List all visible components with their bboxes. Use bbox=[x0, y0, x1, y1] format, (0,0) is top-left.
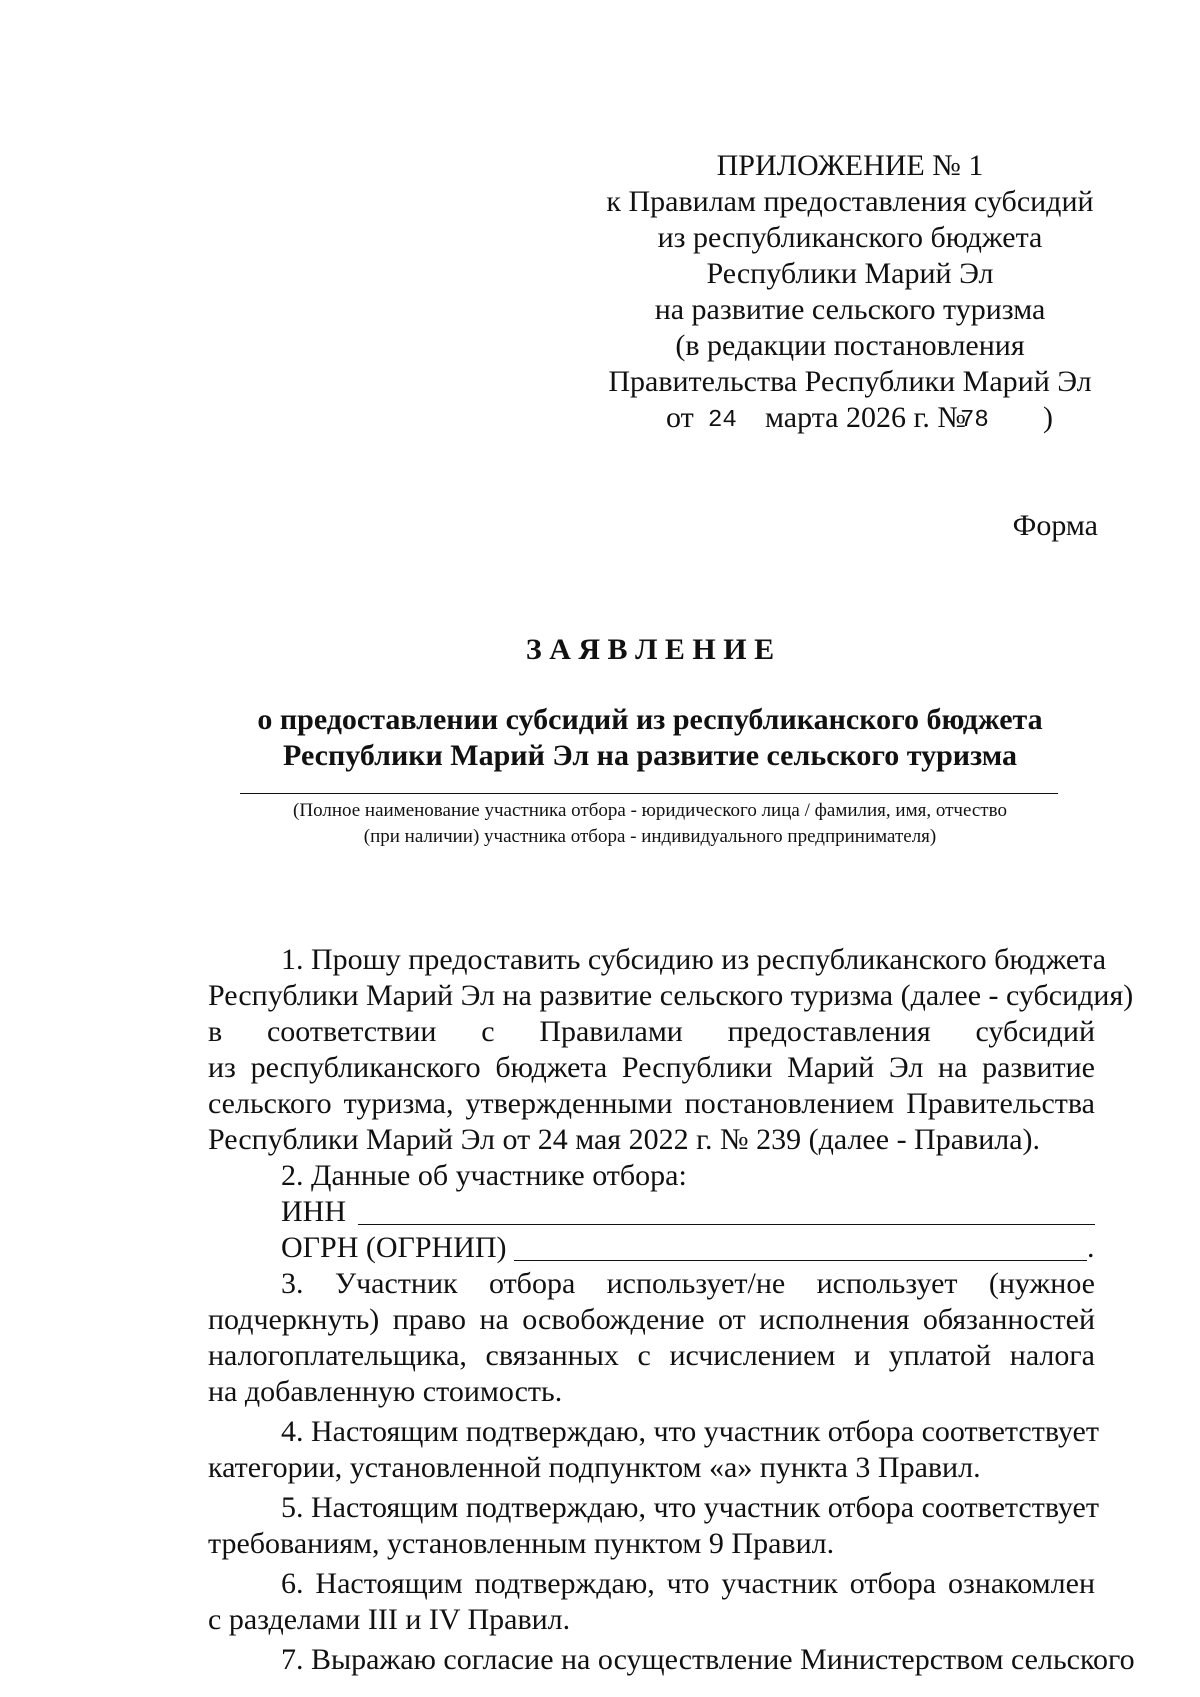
document-subtitle: о предоставлении субсидий из республиканского бюджета bbox=[257, 703, 1043, 736]
applicant-name-line[interactable] bbox=[240, 793, 1058, 794]
paragraph-1-line: из республиканского бюджета Республики Марий Эл на развитие bbox=[208, 1051, 1095, 1084]
appendix-date-close: ) bbox=[1043, 401, 1053, 434]
appendix-date-prefix: от bbox=[666, 401, 694, 434]
appendix-title: ПРИЛОЖЕНИЕ № 1 bbox=[716, 149, 984, 182]
document-title: З А Я В Л Е Н И Е bbox=[525, 633, 775, 666]
applicant-caption: (при наличии) участника отбора - индивидуального предпринимателя) bbox=[363, 826, 937, 847]
paragraph-1-line: Республики Марий Эл на развитие сельского туризма (далее - субсидия) bbox=[208, 979, 1134, 1012]
appendix-date-month: марта 2026 г. № bbox=[765, 401, 967, 434]
appendix-line: на развитие сельского туризма bbox=[654, 293, 1046, 326]
appendix-line: Республики Марий Эл bbox=[706, 257, 994, 290]
form-label: Форма bbox=[1012, 509, 1098, 542]
document-subtitle: Республики Марий Эл на развитие сельского туризма bbox=[283, 739, 1017, 772]
paragraph-1-line: 1. Прошу предоставить субсидию из республиканского бюджета bbox=[281, 943, 1107, 976]
appendix-date-day: 24 bbox=[708, 407, 737, 434]
paragraph-7-line: 7. Выражаю согласие на осуществление Министерством сельского bbox=[281, 1643, 1135, 1676]
paragraph-5-line: требованиям, установленным пунктом 9 Правил. bbox=[208, 1527, 835, 1560]
paragraph-6-line: 6. Настоящим подтверждаю, что участник отбора ознакомлен bbox=[281, 1567, 1095, 1600]
ogrn-field[interactable] bbox=[514, 1260, 1087, 1261]
paragraph-3-line: налогоплательщика, связанных с исчислением и уплатой налога bbox=[208, 1339, 1095, 1372]
paragraph-4-line: 4. Настоящим подтверждаю, что участник отбора соответствует bbox=[281, 1415, 1099, 1448]
appendix-line: из республиканского бюджета bbox=[657, 221, 1043, 254]
paragraph-5-line: 5. Настоящим подтверждаю, что участник отбора соответствует bbox=[281, 1491, 1099, 1524]
inn-label: ИНН bbox=[281, 1195, 346, 1228]
paragraph-6-line: с разделами III и IV Правил. bbox=[208, 1603, 571, 1636]
paragraph-3-line: на добавленную стоимость. bbox=[208, 1375, 563, 1408]
appendix-line: (в редакции постановления bbox=[675, 329, 1025, 362]
appendix-date-number: 78 bbox=[960, 407, 989, 434]
paragraph-1-line: в соответствии с Правилами предоставления субсидий bbox=[208, 1015, 1095, 1048]
paragraph-4-line: категории, установленной подпунктом «а» пункта 3 Правил. bbox=[208, 1451, 981, 1484]
paragraph-1-line: Республики Марий Эл от 24 мая 2022 г. № 239 (далее - Правила). bbox=[208, 1123, 1041, 1156]
ogrn-period: . bbox=[1087, 1231, 1095, 1264]
paragraph-3-line: 3. Участник отбора использует/не использует (нужное bbox=[281, 1267, 1095, 1300]
paragraph-1-line: сельского туризма, утвержденными постановлением Правительства bbox=[208, 1087, 1095, 1120]
ogrn-label: ОГРН (ОГРНИП) bbox=[281, 1231, 507, 1264]
appendix-line: к Правилам предоставления субсидий bbox=[606, 185, 1094, 218]
paragraph-2: 2. Данные об участнике отбора: bbox=[281, 1159, 687, 1192]
appendix-line: Правительства Республики Марий Эл bbox=[608, 365, 1092, 398]
applicant-caption: (Полное наименование участника отбора - юридического лица / фамилия, имя, отчество bbox=[293, 800, 1007, 821]
inn-field[interactable] bbox=[358, 1224, 1095, 1225]
paragraph-3-line: подчеркнуть) право на освобождение от исполнения обязанностей bbox=[208, 1303, 1095, 1336]
